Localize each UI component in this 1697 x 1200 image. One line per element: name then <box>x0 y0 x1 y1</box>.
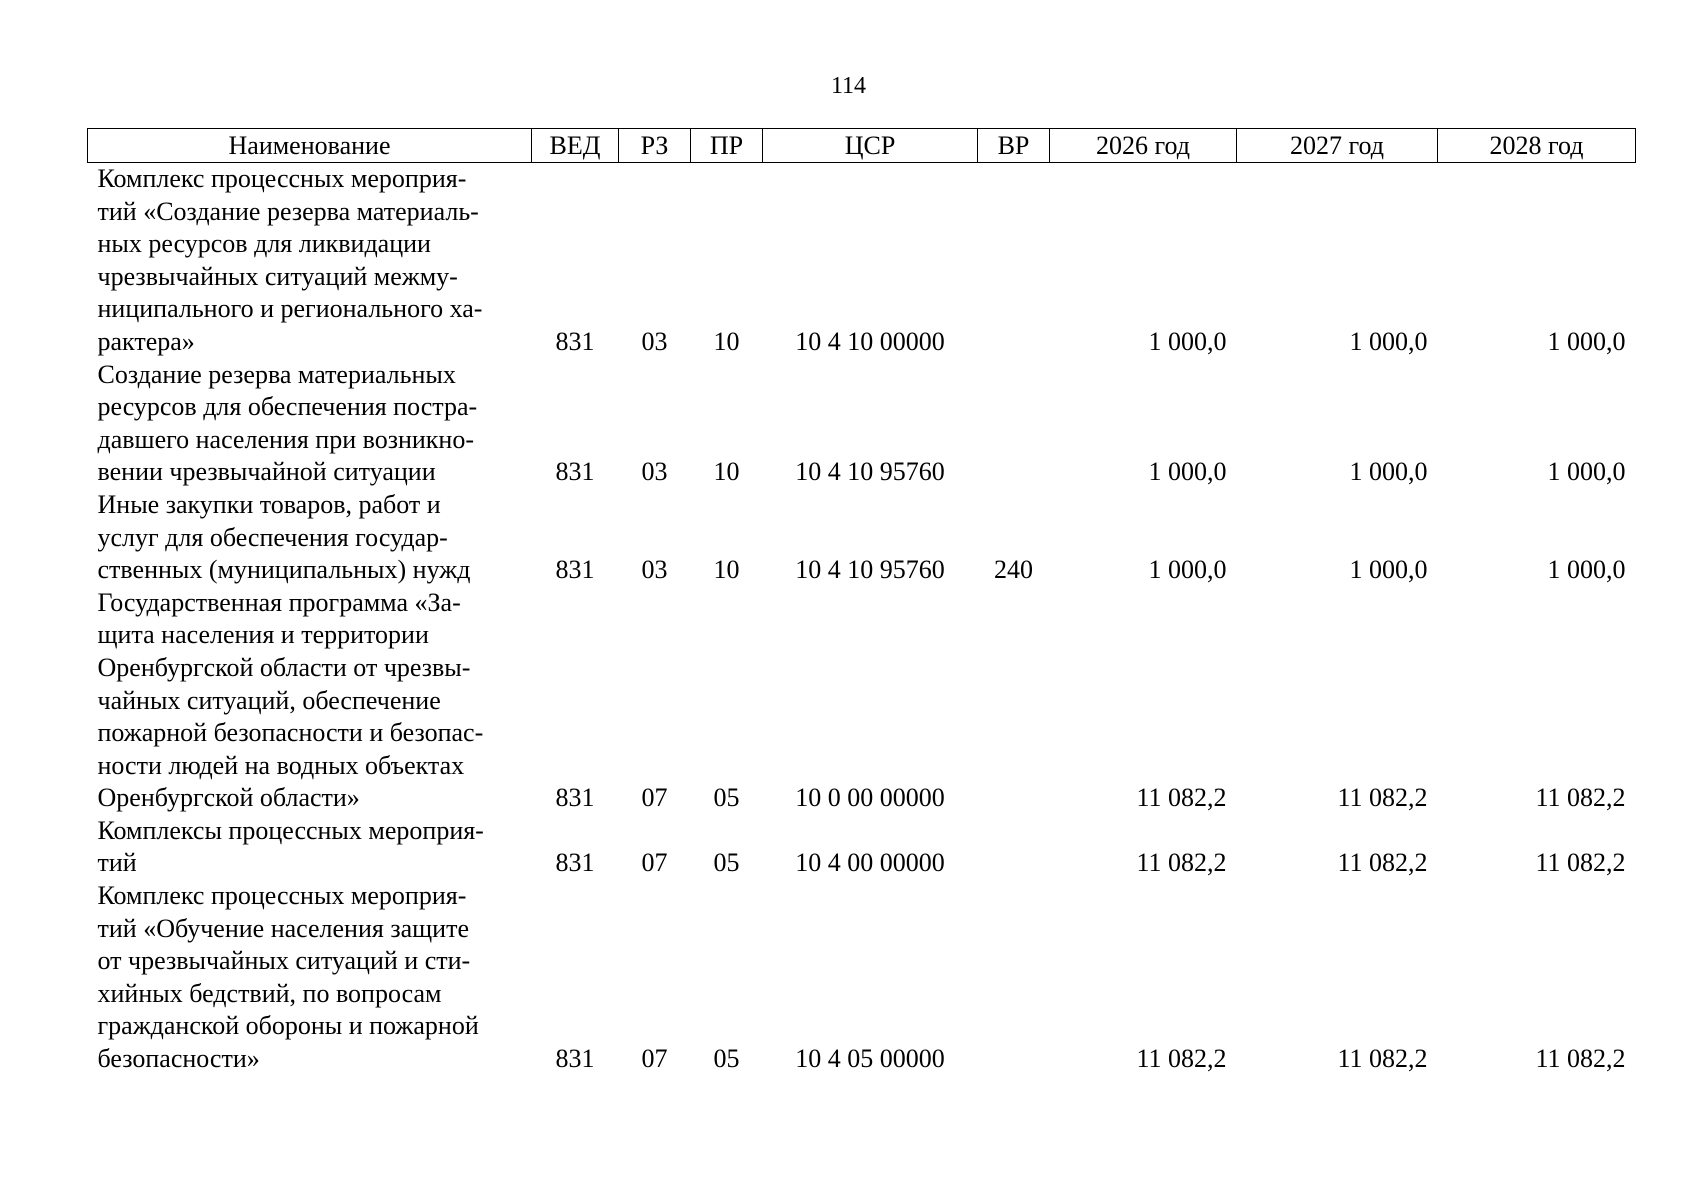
cell-ved: 831 <box>555 326 595 356</box>
cell-csr: 10 0 00 00000 <box>795 783 945 813</box>
cell-rz: 07 <box>641 1044 668 1074</box>
header-ved: ВЕД <box>532 129 619 163</box>
header-name: Наименование <box>88 129 532 163</box>
cell-csr: 10 4 10 95760 <box>795 457 945 487</box>
cell-rz: 03 <box>641 457 668 487</box>
cell-2028: 1 000,0 <box>1547 555 1626 585</box>
cell-name-line: гражданской обороны и пожарной <box>97 1011 479 1041</box>
budget-table <box>87 128 1636 1076</box>
cell-name-line: рактера» <box>97 326 195 356</box>
cell-rz: 07 <box>641 783 668 813</box>
cell-pr: 05 <box>713 848 740 878</box>
cell-name <box>88 880 532 1076</box>
cell-ved: 831 <box>555 848 595 878</box>
table-row <box>88 163 1636 359</box>
cell-pr: 05 <box>713 783 740 813</box>
cell-name <box>88 163 532 359</box>
cell-name <box>88 359 532 489</box>
cell-name-line: от чрезвычайных ситуаций и сти- <box>97 946 471 976</box>
cell-pr: 05 <box>713 1044 740 1074</box>
cell-name-line: ресурсов для обеспечения постра- <box>97 392 478 422</box>
cell-name-line: щита населения и территории <box>97 620 429 650</box>
table-row <box>88 489 1636 587</box>
header-row <box>88 129 1636 163</box>
cell-2028: 1 000,0 <box>1547 457 1626 487</box>
table-row <box>88 359 1636 489</box>
cell-vr <box>978 163 1050 359</box>
header-vr: ВР <box>978 129 1050 163</box>
cell-vr <box>978 359 1050 489</box>
cell-csr: 10 4 10 00000 <box>795 326 945 356</box>
cell-pr: 10 <box>713 326 740 356</box>
cell-rz: 07 <box>641 848 668 878</box>
table-row <box>88 880 1636 1076</box>
cell-csr: 10 4 00 00000 <box>795 848 945 878</box>
cell-name-line: Оренбургской области» <box>97 783 360 813</box>
cell-vr <box>978 815 1050 880</box>
cell-name-line: Комплексы процессных мероприя- <box>97 815 484 845</box>
cell-name-line: тий «Создание резерва материаль- <box>97 196 479 226</box>
cell-name-line: безопасности» <box>97 1044 260 1074</box>
cell-name-line: Иные закупки товаров, работ и <box>97 489 441 519</box>
header-csr: ЦСР <box>763 129 978 163</box>
cell-name <box>88 489 532 587</box>
cell-name-line: ных ресурсов для ликвидации <box>97 229 431 259</box>
cell-name-line: хийных бедствий, по вопросам <box>97 978 442 1008</box>
cell-name-line: Создание резерва материальных <box>97 359 456 389</box>
cell-2028: 11 082,2 <box>1535 783 1626 813</box>
cell-2027: 1 000,0 <box>1349 555 1428 585</box>
cell-name-line: пожарной безопасности и безопас- <box>97 718 484 748</box>
cell-2027: 11 082,2 <box>1337 848 1428 878</box>
cell-vr: 240 <box>994 555 1033 585</box>
cell-name <box>88 815 532 880</box>
header-2027: 2027 год <box>1237 129 1438 163</box>
cell-name-line: давшего населения при возникно- <box>97 424 475 454</box>
cell-2026: 1 000,0 <box>1148 326 1227 356</box>
cell-2028: 1 000,0 <box>1547 326 1626 356</box>
cell-name-line: Комплекс процессных мероприя- <box>97 881 467 911</box>
header-pr: ПР <box>691 129 763 163</box>
table-header <box>88 129 1636 163</box>
cell-name-line: услуг для обеспечения государ- <box>97 522 448 552</box>
cell-name-line: Оренбургской области от чрезвы- <box>97 652 471 682</box>
cell-2027: 1 000,0 <box>1349 326 1428 356</box>
cell-2028: 11 082,2 <box>1535 848 1626 878</box>
cell-2027: 11 082,2 <box>1337 1044 1428 1074</box>
cell-rz: 03 <box>641 555 668 585</box>
header-2028: 2028 год <box>1438 129 1636 163</box>
cell-name-line: чайных ситуаций, обеспечение <box>97 685 441 715</box>
cell-name-line: Государственная программа «За- <box>97 587 461 617</box>
cell-name-line: тий «Обучение населения защите <box>97 913 469 943</box>
cell-2026: 11 082,2 <box>1136 783 1227 813</box>
cell-ved: 831 <box>555 457 595 487</box>
cell-ved: 831 <box>555 555 595 585</box>
cell-name-line: ственных (муниципальных) нужд <box>97 555 471 585</box>
cell-csr: 10 4 05 00000 <box>795 1044 945 1074</box>
cell-2028: 11 082,2 <box>1535 1044 1626 1074</box>
cell-name-line: Комплекс процессных мероприя- <box>97 164 467 193</box>
header-rz: РЗ <box>619 129 691 163</box>
cell-name-line: ности людей на водных объектах <box>97 750 465 780</box>
cell-2026: 1 000,0 <box>1148 555 1227 585</box>
cell-vr <box>978 880 1050 1076</box>
cell-name-line: тий <box>97 848 137 878</box>
table-row <box>88 587 1636 815</box>
cell-vr <box>978 587 1050 815</box>
table-body <box>88 163 1636 1076</box>
cell-2027: 11 082,2 <box>1337 783 1428 813</box>
header-2026: 2026 год <box>1050 129 1237 163</box>
table-row <box>88 815 1636 880</box>
cell-name-line: вении чрезвычайной ситуации <box>97 457 436 487</box>
cell-name <box>88 587 532 815</box>
cell-ved: 831 <box>555 1044 595 1074</box>
cell-pr: 10 <box>713 457 740 487</box>
cell-ved: 831 <box>555 783 595 813</box>
cell-rz: 03 <box>641 326 668 356</box>
page-number: 114 <box>830 73 867 99</box>
cell-name-line: ниципального и регионального ха- <box>97 294 483 324</box>
cell-2026: 1 000,0 <box>1148 457 1227 487</box>
cell-2026: 11 082,2 <box>1136 848 1227 878</box>
cell-csr: 10 4 10 95760 <box>795 555 945 585</box>
cell-name-line: чрезвычайных ситуаций межму- <box>97 261 458 291</box>
cell-2026: 11 082,2 <box>1136 1044 1227 1074</box>
cell-pr: 10 <box>713 555 740 585</box>
cell-2027: 1 000,0 <box>1349 457 1428 487</box>
